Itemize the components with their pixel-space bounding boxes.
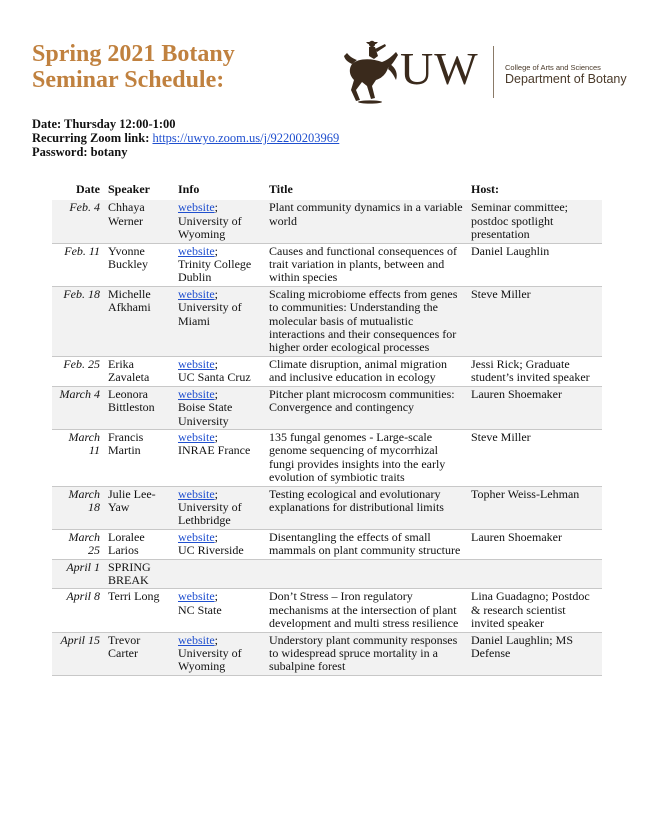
row-date: March 4 <box>59 386 100 401</box>
row-speaker: Trevor Carter <box>108 632 141 660</box>
row-speaker: Julie Lee-Yaw <box>108 486 156 514</box>
title-line-1: Spring 2021 Botany <box>32 41 235 67</box>
website-link[interactable]: website <box>178 386 215 401</box>
zoom-link[interactable]: https://uwyo.zoom.us/j/92200203969 <box>152 131 340 145</box>
bucking-horse-icon <box>342 38 400 104</box>
schedule-table <box>52 181 602 676</box>
row-date: March 25 <box>68 529 100 558</box>
row-speaker: Loralee Larios <box>108 529 145 558</box>
website-link[interactable]: website <box>178 243 215 258</box>
link-separator: ; <box>214 386 218 401</box>
column-header-date: Date <box>76 182 100 196</box>
link-separator: ; <box>214 632 218 647</box>
link-separator: ; <box>214 589 218 604</box>
row-date: Feb. 18 <box>63 286 100 301</box>
link-separator: ; <box>214 486 218 501</box>
row-info <box>174 200 265 243</box>
row-host: Jessi Rick; Graduate student’s invited speaker <box>471 356 590 385</box>
row-host: Lina Guadagno; Postdoc & research scientist invited speaker <box>471 589 590 631</box>
row-title: Pitcher plant microcosm communities: Convergence and contingency <box>269 386 455 415</box>
row-host <box>467 559 602 589</box>
row-affiliation: University of Miami <box>178 300 242 328</box>
table-row <box>52 632 602 675</box>
website-link[interactable]: website <box>178 429 215 444</box>
uw-botany-logo <box>342 38 642 106</box>
table-header-row <box>52 181 602 200</box>
zoom-line <box>32 131 339 145</box>
college-name: College of Arts and Sciences <box>505 63 601 72</box>
row-affiliation: University of Wyoming <box>178 213 242 242</box>
row-host: Steve Miller <box>471 429 531 444</box>
row-affiliation: UC Riverside <box>178 543 244 558</box>
row-speaker: Michelle Afkhami <box>108 286 151 315</box>
row-info <box>174 559 265 589</box>
table-body <box>52 200 602 675</box>
row-info <box>174 486 265 529</box>
row-speaker: Leonora Bittleston <box>108 386 155 415</box>
row-affiliation: Trinity College Dublin <box>178 257 252 285</box>
seminar-details <box>32 117 339 159</box>
link-separator: ; <box>214 356 218 371</box>
row-host: Daniel Laughlin; MS Defense <box>471 632 573 660</box>
row-affiliation: University of Lethbridge <box>178 499 242 528</box>
link-separator: ; <box>214 243 218 258</box>
password-line: Password: botany <box>32 145 128 159</box>
row-affiliation: UC Santa Cruz <box>178 370 251 385</box>
uw-wordmark: UW <box>400 43 479 94</box>
website-link[interactable]: website <box>178 589 215 604</box>
row-speaker: Francis Martin <box>108 429 144 458</box>
table-row <box>52 559 602 589</box>
row-speaker: SPRING BREAK <box>108 559 151 587</box>
row-info <box>174 356 265 386</box>
row-title: Understory plant community responses to widespread spruce mortality in a subalpine forest <box>269 632 458 674</box>
row-date: Feb. 11 <box>64 243 100 258</box>
row-info <box>174 589 265 632</box>
link-separator: ; <box>214 200 218 215</box>
row-speaker: Erika Zavaleta <box>108 356 150 385</box>
table-row <box>52 429 602 486</box>
link-separator: ; <box>214 286 218 301</box>
table-row <box>52 286 602 356</box>
row-speaker: Yvonne Buckley <box>108 243 148 272</box>
row-date: April 1 <box>66 559 100 574</box>
row-info <box>174 632 265 675</box>
row-date: March 18 <box>68 486 100 514</box>
row-speaker: Terri Long <box>108 589 160 604</box>
date-line: Date: Thursday 12:00-1:00 <box>32 117 176 131</box>
row-affiliation: Boise State University <box>178 400 233 428</box>
row-host: Topher Weiss-Lehman <box>471 486 580 501</box>
website-link[interactable]: website <box>178 529 215 544</box>
table-row <box>52 529 602 559</box>
row-affiliation: University of Wyoming <box>178 646 242 674</box>
row-host: Lauren Shoemaker <box>471 529 562 544</box>
website-link[interactable]: website <box>178 632 215 647</box>
column-header-speaker: Speaker <box>108 182 150 196</box>
table-row <box>52 486 602 529</box>
row-affiliation: NC State <box>178 602 222 617</box>
row-host: Daniel Laughlin <box>471 243 550 258</box>
row-title: Causes and functional consequences of trait variation in plants, between and within species <box>269 243 457 285</box>
website-link[interactable]: website <box>178 356 215 371</box>
row-title: Testing ecological and evolutionary explanations for distributional limits <box>269 486 444 514</box>
row-info <box>174 429 265 486</box>
table-row <box>52 386 602 429</box>
column-header-host: Host: <box>471 182 499 196</box>
row-info <box>174 286 265 356</box>
row-title: Scaling microbiome effects from genes to communities: Understanding the molecular basis of mutualistic interactions and their consequences for higher order ecological processes <box>269 286 458 355</box>
column-header-title: Title <box>269 182 293 196</box>
row-affiliation: INRAE France <box>178 443 251 458</box>
row-info <box>174 386 265 429</box>
link-separator: ; <box>214 529 218 544</box>
title-line-2: Seminar Schedule: <box>32 67 225 93</box>
row-title: Don’t Stress – Iron regulatory mechanisms at the intersection of plant development and multi stress resilience <box>269 589 459 631</box>
row-date: April 8 <box>66 589 100 604</box>
row-title <box>265 559 467 589</box>
table-row <box>52 589 602 632</box>
website-link[interactable]: website <box>178 200 215 215</box>
column-header-info: Info <box>178 182 200 196</box>
row-title: Climate disruption, animal migration and inclusive education in ecology <box>269 356 447 385</box>
table-row <box>52 356 602 386</box>
row-title: 135 fungal genomes - Large-scale genome sequencing of mycorrhizal fungi provides insights into the early evolution of symbiotic traits <box>269 429 446 485</box>
row-title: Disentangling the effects of small mammals on plant community structure <box>269 529 461 558</box>
link-separator: ; <box>214 429 218 444</box>
row-info <box>174 529 265 559</box>
row-host: Seminar committee; postdoc spotlight presentation <box>471 200 568 242</box>
row-speaker: Chhaya Werner <box>108 200 145 228</box>
row-title: Plant community dynamics in a variable world <box>269 200 463 228</box>
table-row <box>52 200 602 243</box>
row-host: Lauren Shoemaker <box>471 386 562 401</box>
row-date: Feb. 4 <box>69 200 100 215</box>
logo-divider <box>493 46 494 98</box>
row-host: Steve Miller <box>471 286 531 301</box>
page-title <box>32 41 235 93</box>
table-row <box>52 243 602 286</box>
row-date: March 11 <box>68 429 100 458</box>
zoom-label: Recurring Zoom link: <box>32 131 150 145</box>
row-date: Feb. 25 <box>63 356 100 371</box>
row-info <box>174 243 265 286</box>
department-name: Department of Botany <box>505 72 627 86</box>
website-link[interactable]: website <box>178 486 215 501</box>
row-date: April 15 <box>60 632 100 647</box>
website-link[interactable]: website <box>178 286 215 301</box>
